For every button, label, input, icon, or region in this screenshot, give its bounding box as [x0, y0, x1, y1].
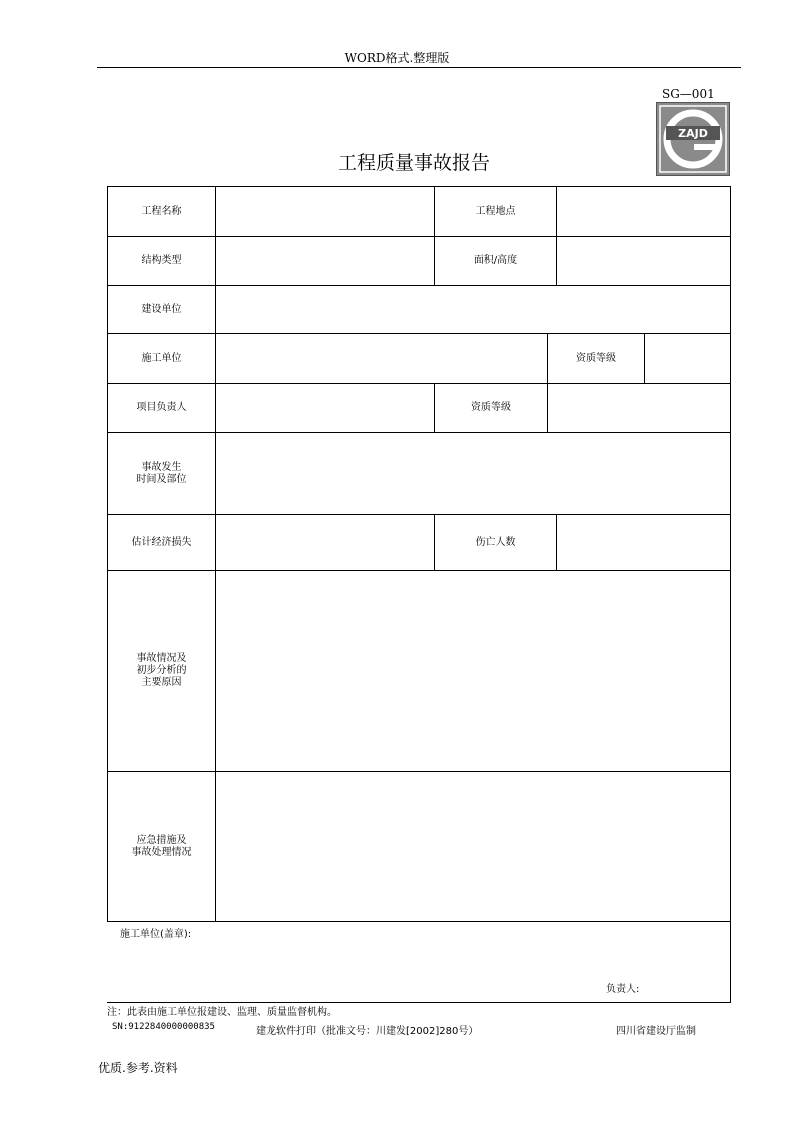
project-manager-label: 项目负责人: [136, 402, 187, 413]
contractor-field[interactable]: [216, 334, 547, 383]
qualification-field[interactable]: [645, 334, 730, 383]
responsible-person-label: 负责人:: [606, 984, 640, 995]
accident-analysis-label: 事故情况及 初步分析的 主要原因: [136, 653, 187, 688]
economic-loss-label: 估计经济损失: [131, 536, 192, 548]
accident-report-form: [107, 186, 731, 922]
footer-serial-number: SN:9122840000000835: [112, 1022, 215, 1032]
casualties-label: 伤亡人数: [475, 536, 516, 548]
casualties-field[interactable]: [557, 515, 730, 570]
accident-time-label: 事故发生 时间及部位: [136, 461, 187, 485]
project-location-field[interactable]: [557, 187, 730, 236]
form-note: 注：此表由施工单位报建设、监理、质量监督机构。: [107, 1007, 337, 1018]
project-name-label: 工程名称: [141, 205, 182, 217]
qualification-label-2: 资质等级: [471, 402, 511, 413]
area-height-field[interactable]: [557, 237, 730, 285]
builder-label: 建设单位: [141, 303, 182, 315]
area-height-label: 面积/高度: [473, 255, 518, 266]
project-manager-field[interactable]: [216, 384, 434, 432]
structure-type-label: 结构类型: [141, 255, 182, 266]
emergency-label: 应急措施及 事故处理情况: [131, 834, 192, 858]
emergency-field[interactable]: [216, 772, 730, 921]
accident-analysis-field[interactable]: [216, 571, 730, 771]
page-header: WORD格式.整理版: [344, 51, 450, 65]
footer-issuer: 四川省建设厅监制: [616, 1026, 696, 1037]
footer-print-info: 建龙软件打印（批准文号：川建发[2002]280号）: [256, 1026, 479, 1037]
form-title: 工程质量事故报告: [337, 152, 490, 174]
contractor-seal-label: 施工单位(盖章):: [120, 929, 192, 940]
builder-field[interactable]: [216, 286, 730, 333]
qualification-field-2[interactable]: [548, 384, 730, 432]
project-location-label: 工程地点: [475, 205, 516, 217]
economic-loss-field[interactable]: [216, 515, 434, 570]
logo-text: ZAJD: [678, 127, 708, 140]
accident-time-field[interactable]: [216, 433, 730, 514]
signature-border-right: [730, 922, 731, 1002]
project-name-field[interactable]: [216, 187, 434, 236]
page-footer-text: 优质.参考.资料: [98, 1061, 178, 1075]
qualification-label: 资质等级: [576, 352, 616, 364]
contractor-label: 施工单位: [141, 352, 182, 364]
form-code: SG—001: [662, 87, 715, 101]
header-divider: [97, 67, 741, 68]
structure-type-field[interactable]: [216, 237, 434, 285]
